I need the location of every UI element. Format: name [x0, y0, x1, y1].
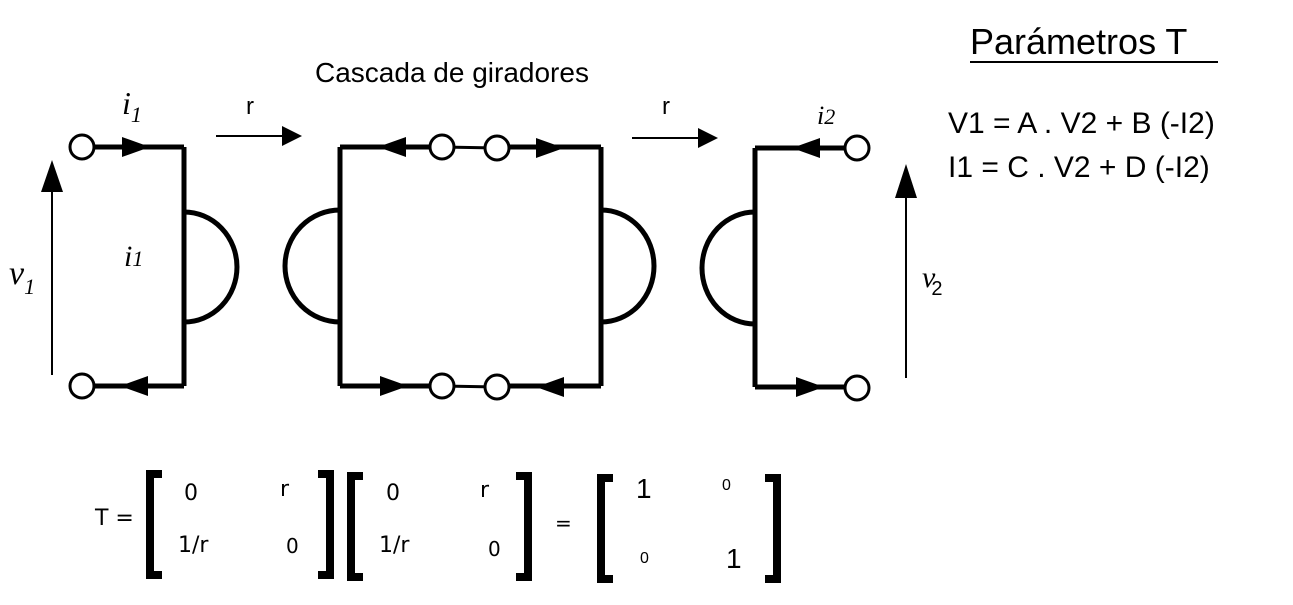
diagram-title: Cascada de giradores [315, 57, 589, 88]
matrix-2-cell-b: r [480, 478, 490, 503]
current-arrow-left-bottom [120, 376, 148, 396]
current-label-i1-mid: i1 [124, 240, 144, 273]
middle-block [285, 147, 654, 386]
matrix-result-cell-c: 0 [640, 550, 649, 567]
right-gyrator [702, 148, 845, 387]
current-arrow-mid-top-right [536, 138, 564, 158]
terminal-right-top [845, 136, 869, 160]
matrix-equals: = [555, 511, 572, 535]
middle-connections [442, 147, 497, 387]
matrix-2-brackets [351, 476, 528, 577]
equation-v1: V1 = A . V2 + B (-I2) [948, 107, 1215, 140]
terminal-mid-bottom-left [430, 374, 454, 398]
matrix-result-cell-a: 1 [636, 473, 652, 504]
terminal-left-bottom [70, 374, 94, 398]
voltage-arrowhead-v1 [41, 160, 63, 192]
voltage-label-v2: v2 [922, 261, 943, 300]
r-label-right: r [662, 93, 670, 120]
matrix-result-cell-d: 1 [726, 543, 742, 574]
current-arrow-right-top [792, 138, 820, 158]
matrix-result-cell-b: 0 [722, 477, 731, 494]
current-label-i2-top: i2 [817, 101, 836, 130]
matrix-2-cell-c: 1/r [379, 533, 410, 558]
matrix-lhs: T = [95, 506, 134, 531]
terminal-left-top [70, 135, 94, 159]
current-arrow-mid-bottom-right [536, 377, 564, 397]
matrix-1-cell-d: 0 [286, 534, 299, 558]
equation-i1: I1 = C . V2 + D (-I2) [948, 151, 1210, 184]
matrix-1-cell-a: 0 [184, 481, 198, 506]
matrix-result-brackets [601, 478, 777, 579]
current-arrow-right-bottom [796, 377, 824, 397]
matrix-1-brackets [150, 474, 330, 575]
terminal-right-bottom [845, 376, 869, 400]
terminal-mid-bottom-right [485, 375, 509, 399]
matrix-2-cell-d: 0 [488, 537, 501, 561]
matrix-2-cell-a: 0 [386, 481, 400, 506]
matrix-1-cell-b: r [280, 477, 290, 502]
current-arrow-left-top [122, 137, 150, 157]
r-label-left: r [246, 93, 254, 120]
terminal-mid-top-right [485, 136, 509, 160]
voltage-label-v1: $v_1$ [9, 255, 36, 299]
current-label-i1-top: $i_1$ [122, 85, 142, 127]
terminal-mid-top-left [430, 135, 454, 159]
voltage-arrowhead-v2 [895, 164, 917, 198]
current-arrow-mid-top-left [378, 137, 406, 157]
left-gyrator [95, 147, 237, 386]
matrix-1-cell-c: 1/r [178, 533, 209, 558]
parameters-heading: Parámetros T [970, 21, 1188, 62]
current-arrow-mid-bottom-left [380, 376, 408, 396]
